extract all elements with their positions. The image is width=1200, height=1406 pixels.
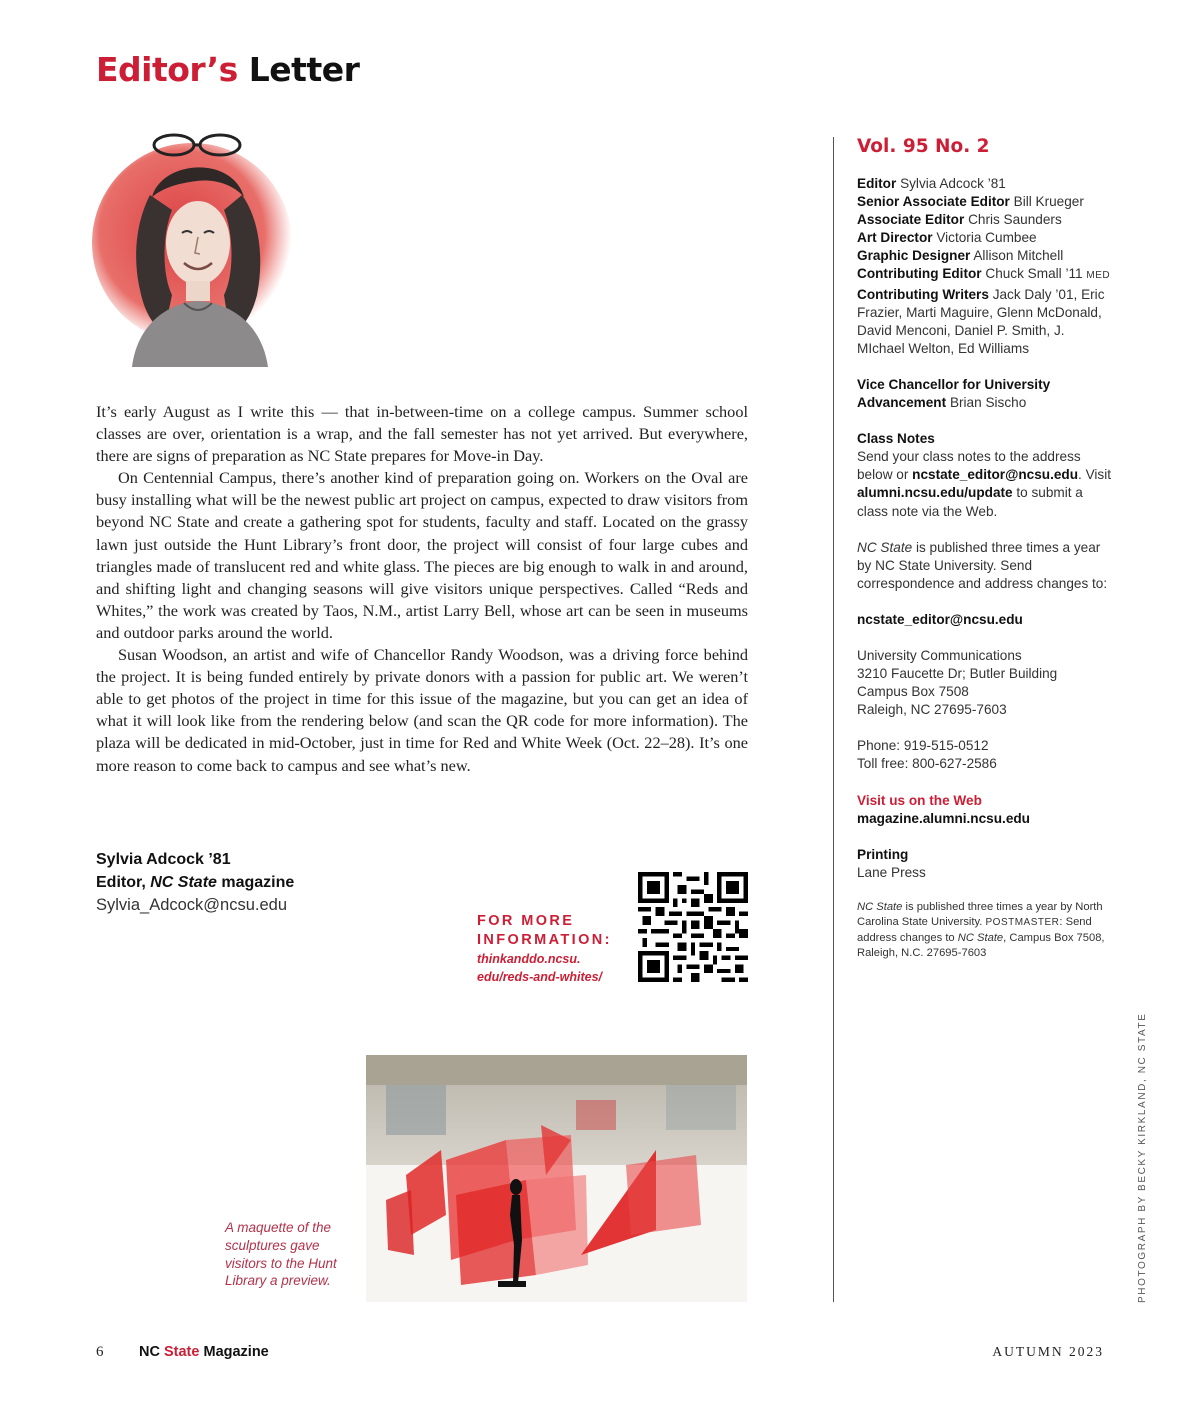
- class-notes-email-link[interactable]: ncstate_editor@ncsu.edu: [912, 467, 1079, 483]
- staff-entry: [857, 247, 1112, 265]
- address-line: 3210 Faucette Dr; Butler Building: [857, 666, 1058, 682]
- printer-name: Lane Press: [857, 864, 926, 880]
- toll-free-number: Toll free: 800-627-2586: [857, 756, 997, 772]
- printing-heading: Printing: [857, 846, 909, 862]
- letter-body: [96, 401, 748, 777]
- staff-name: Bill Krueger: [1013, 194, 1084, 210]
- letter-paragraph: It’s early August as I write this — that in-between-time on a college campus. Summer school classes are over, orientation is a wrap, and the fall semester has not yet arrived. But everywhere, there are signs of preparation as NC State prepares for Move-in Day.: [96, 402, 748, 466]
- address-line: University Communications: [857, 647, 1022, 663]
- masthead-divider: [833, 137, 834, 1302]
- fine-postmaster: POSTMASTER: [985, 917, 1060, 929]
- staff-role: Graphic Designer: [857, 248, 971, 264]
- signature-role-suffix: magazine: [221, 873, 295, 891]
- staff-role: Associate Editor: [857, 212, 965, 228]
- address-line: Raleigh, NC 27695-7603: [857, 702, 1007, 718]
- signature-block: [96, 849, 294, 917]
- vice-chancellor-entry: [857, 376, 1112, 412]
- printing-info: [857, 846, 1112, 882]
- class-notes-text: Send your class notes to the address below or: [857, 449, 1081, 483]
- sculpture-photo: [366, 1055, 747, 1302]
- magazine-name-state: State: [163, 1344, 200, 1360]
- staff-entry: [857, 211, 1112, 229]
- staff-entry: [857, 229, 1112, 247]
- photo-caption: A maquette of the sculptures gave visitors to the Hunt Library a preview.: [225, 1220, 337, 1289]
- photo-credit: PHOTOGRAPH BY BECKY KIRKLAND, NC STATE: [1137, 1012, 1148, 1303]
- staff-role: Senior Associate Editor: [857, 194, 1010, 210]
- staff-role: Editor: [857, 176, 897, 191]
- fine-text: , Campus Box 7508, Raleigh, N.C. 27695-7603: [857, 931, 1105, 959]
- title-part-letter: Letter: [248, 50, 360, 89]
- staff-list: [857, 175, 1112, 358]
- contact-phones: [857, 737, 1112, 773]
- masthead: [857, 135, 1112, 961]
- website-link[interactable]: magazine.alumni.ncsu.edu: [857, 810, 1030, 826]
- web-heading: Visit us on the Web: [857, 792, 982, 808]
- fine-pub-name: NC State: [957, 931, 1004, 944]
- editor-portrait-illustration: [92, 125, 314, 367]
- publication-info: [857, 539, 1112, 593]
- signature-role: [96, 872, 294, 895]
- letter-paragraph: On Centennial Campus, there’s another kind of preparation going on. Workers on the Oval are busy installing what will be the newest public art project on campus, expected to draw visitors from beyond NC State and create a gathering spot for students, faculty and staff. Located on the grassy lawn just outside the Hunt Library’s front door, the project will consist of four large cubes and triangles made of translucent red and white glass. The pieces are big enough to walk in and around, and shifting light and changing seasons will give visitors unique perspectives. Called “Reds and Whites,” the work was created by Taos, N.M., artist Larry Bell, whose art can be seen in museums and outdoor parks around the world.: [96, 468, 748, 642]
- pub-name: NC State: [857, 539, 913, 555]
- vc-role: Vice Chancellor for University Advancement: [857, 376, 1051, 411]
- magazine-name-magazine: Magazine: [203, 1344, 269, 1360]
- magazine-name-nc: NC: [139, 1344, 160, 1360]
- staff-name: Victoria Cumbee: [936, 230, 1037, 246]
- fine-text: : Send address changes to: [857, 916, 1092, 944]
- signature-name: Sylvia Adcock ’81: [96, 851, 231, 868]
- class-notes: [857, 430, 1112, 520]
- staff-name: Jack Daly ’01, Eric Frazier, Marti Maguire, Glenn McDonald, David Menconi, Daniel P. Smith, J. MIchael Welton, Ed Williams: [857, 286, 1105, 356]
- staff-name: Allison Mitchell: [973, 248, 1064, 264]
- staff-role: Art Director: [857, 230, 933, 246]
- staff-role: Contributing Writers: [857, 286, 989, 302]
- title-part-editors: Editor’s: [96, 50, 238, 89]
- website-info: [857, 792, 1112, 828]
- staff-role: Contributing Editor: [857, 266, 982, 282]
- pub-text: is published three times a year by NC State University. Send correspondence and address changes to:: [857, 539, 1108, 591]
- more-info-url-2[interactable]: edu/reds-and-whites/: [477, 970, 603, 984]
- signature-role-pub: NC State: [150, 873, 217, 891]
- page-number: 6: [96, 1344, 104, 1360]
- class-notes-url-link[interactable]: alumni.ncsu.edu/update: [857, 485, 1013, 501]
- class-notes-heading: Class Notes: [857, 431, 935, 447]
- signature-email-link[interactable]: Sylvia_Adcock@ncsu.edu: [96, 896, 288, 914]
- mailing-address: [857, 647, 1112, 719]
- more-info-heading-1: FOR MORE: [477, 913, 575, 929]
- staff-degree: MED: [1086, 270, 1111, 282]
- qr-code[interactable]: [638, 872, 748, 982]
- editor-email-link[interactable]: ncstate_editor@ncsu.edu: [857, 611, 1023, 627]
- postmaster-fine-print: [857, 900, 1112, 961]
- vc-name: Brian Sischo: [949, 395, 1027, 411]
- more-info-url-1[interactable]: thinkanddo.ncsu.: [477, 952, 581, 966]
- more-info-heading-2: INFORMATION:: [477, 932, 612, 948]
- fine-pub-name: NC State: [857, 900, 903, 913]
- staff-name: Chris Saunders: [968, 212, 1062, 228]
- page-footer: [0, 1344, 1200, 1366]
- staff-name: Sylvia Adcock ’81: [900, 176, 1006, 191]
- staff-name: Chuck Small ’11: [985, 266, 1083, 282]
- more-info-block: [477, 912, 627, 986]
- issue-season: AUTUMN 2023: [992, 1344, 1104, 1359]
- staff-entry: [857, 286, 1112, 358]
- staff-entry: [857, 193, 1112, 211]
- phone-number: Phone: 919-515-0512: [857, 738, 989, 754]
- class-notes-text: . Visit: [1078, 467, 1112, 483]
- staff-entry: [857, 265, 1112, 285]
- page-title: [96, 50, 359, 89]
- volume-number: Vol. 95 No. 2: [857, 136, 990, 157]
- magazine-name: [139, 1344, 269, 1360]
- signature-role-prefix: Editor,: [96, 873, 146, 891]
- fine-text: is published three times a year by North Carolina State University.: [857, 900, 1103, 929]
- letter-paragraph: Susan Woodson, an artist and wife of Chancellor Randy Woodson, was a driving force behind the project. It is being funded entirely by private donors with a passion for public art. We weren’t able to get photos of the project in time for this issue of the magazine, but you can get an idea of what it will look like from the rendering below (and scan the QR code for more information). The plaza will be dedicated in mid-October, just in time for Red and White Week (Oct. 22–28). It’s one more reason to come back to campus and see what’s new.: [96, 645, 748, 775]
- class-notes-text: to submit a class note via the Web.: [857, 485, 1083, 519]
- staff-entry: [857, 175, 1112, 193]
- address-line: Campus Box 7508: [857, 684, 969, 700]
